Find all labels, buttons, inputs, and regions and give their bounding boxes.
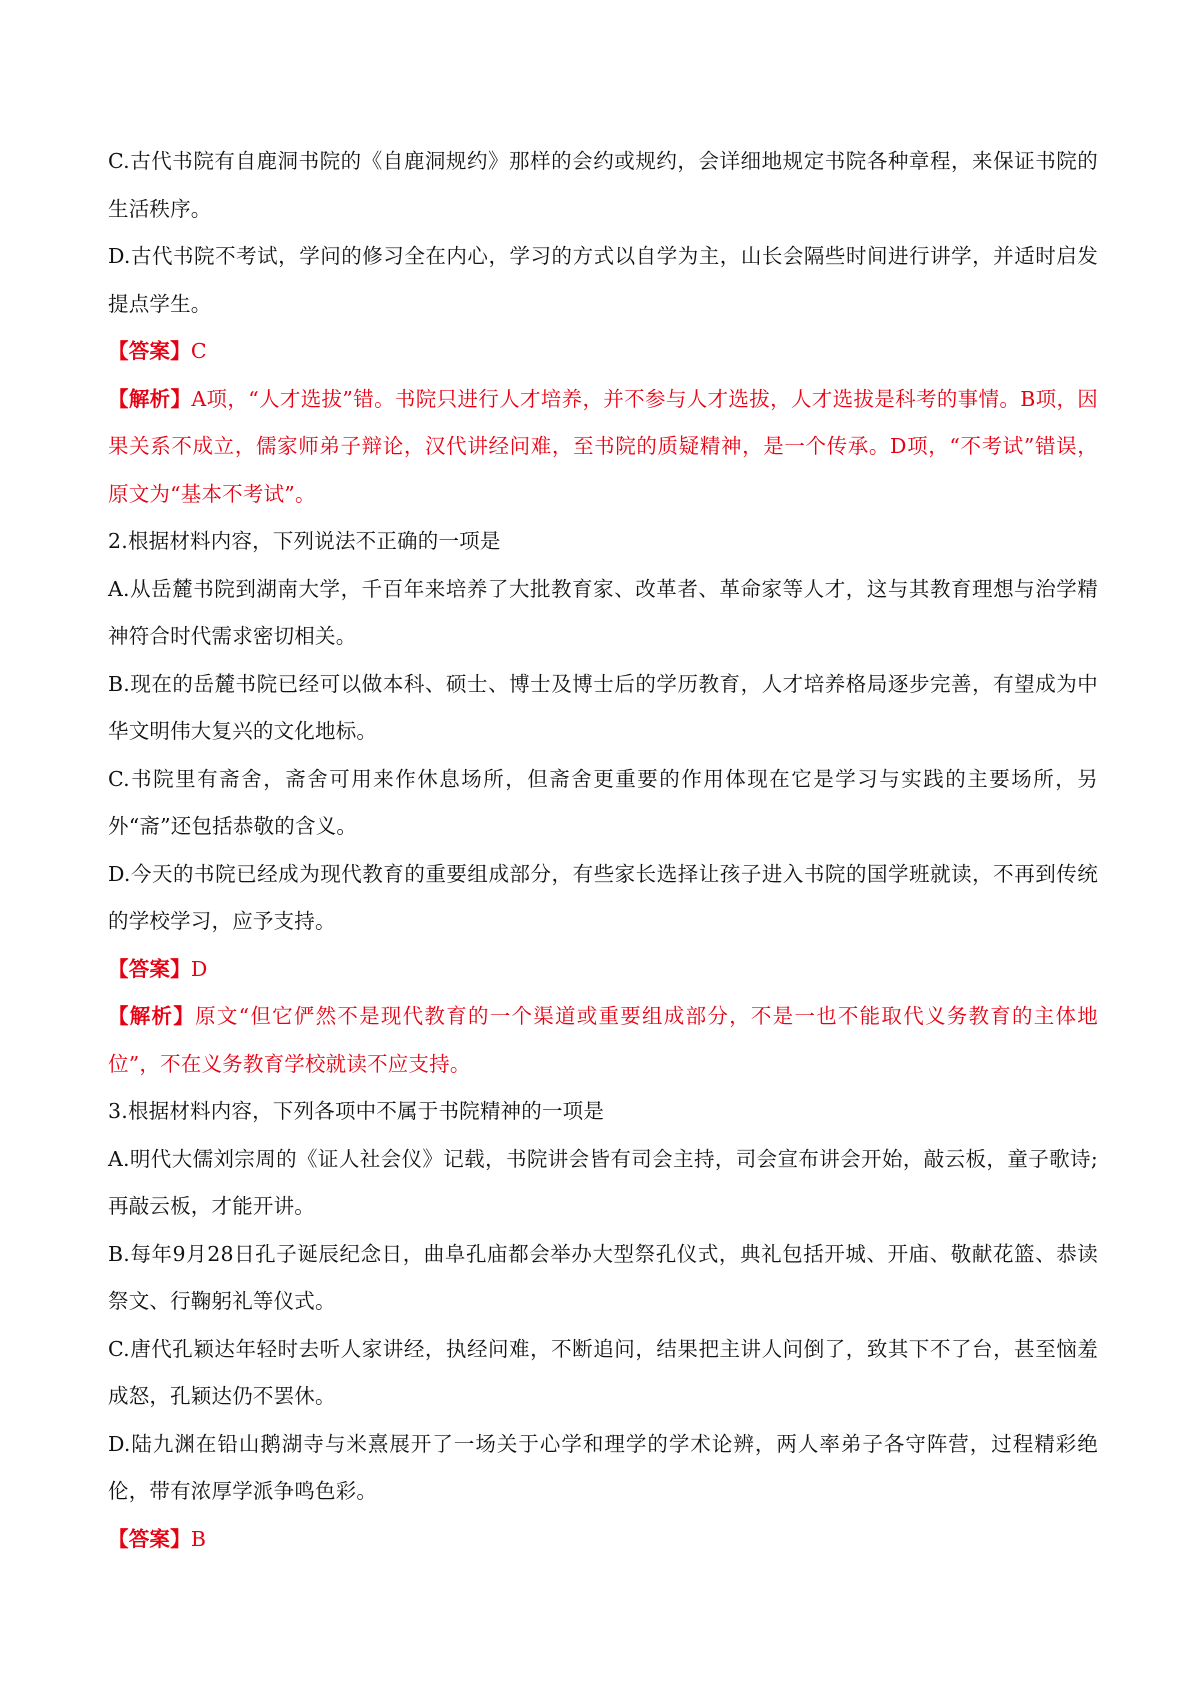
q2-option-c: C.书院里有斋舍，斋舍可用来作休息场所，但斋舍更重要的作用体现在它是学习与实践的主要场所，另外“斋”还包括恭敬的含义。 (108, 766, 1098, 838)
analysis-text: 原文“但它俨然不是现代教育的一个渠道或重要组成部分，不是一也不能取代义务教育的主体地位”，不在义务教育学校就读不应支持。 (108, 1004, 1098, 1076)
q2-option-b: B.现在的岳麓书院已经可以做本科、硕士、博士及博士后的学历教育，人才培养格局逐步完善，有望成为中华文明伟大复兴的文化地标。 (108, 671, 1098, 743)
q2-answer (108, 946, 1098, 994)
q3-option-d: D.陆九渊在铅山鹅湖寺与米熹展开了一场关于心学和理学的学术论辨，两人率弟子各守阵营，过程精彩绝伦，带有浓厚学派争鸣色彩。 (108, 1431, 1098, 1503)
q2-option-a: A.从岳麓书院到湖南大学，千百年来培养了大批教育家、改革者、革命家等人才，这与其教育理想与治学精神符合时代需求密切相关。 (108, 576, 1098, 648)
q3-stem: 3.根据材料内容，下列各项中不属于书院精神的一项是 (108, 1099, 605, 1123)
q2-option-d: D.今天的书院已经成为现代教育的重要组成部分，有些家长选择让孩子进入书院的国学班就读，不再到传统的学校学习，应予支持。 (108, 861, 1098, 933)
q3-answer (108, 1516, 1098, 1564)
analysis-text: A项，“人才选拔”错。书院只进行人才培养，并不参与人才选拔，人才选拔是科考的事情。B项，因果关系不成立，儒家师弟子辩论，汉代讲经问难，至书院的质疑精神，是一个传承。D项，“不考试”错误，原文为“基本不考试”。 (108, 386, 1098, 506)
q1-option-d: D.古代书院不考试，学问的修习全在内心，学习的方式以自学为主，山长会隔些时间进行讲学，并适时启发提点学生。 (108, 244, 1098, 316)
q1-analysis (108, 376, 1098, 519)
answer-label: 【答案】 (108, 956, 191, 981)
q1-option-c: C.古代书院有自鹿洞书院的《自鹿洞规约》那样的会约或规约，会详细地规定书院各种章程，来保证书院的生活秩序。 (108, 149, 1098, 221)
answer-value: B (190, 1526, 207, 1551)
document-page (108, 138, 1098, 1563)
q2-analysis (108, 993, 1098, 1088)
q2-stem: 2.根据材料内容，下列说法不正确的一项是 (108, 529, 501, 553)
analysis-label: 【解析】 (108, 386, 192, 411)
answer-value: C (190, 339, 207, 363)
q1-answer (108, 328, 1098, 376)
analysis-label: 【解析】 (108, 1004, 196, 1028)
answer-label: 【答案】 (108, 1526, 191, 1551)
answer-value: D (190, 956, 208, 981)
q3-option-b: B.每年9月28日孔子诞辰纪念日，曲阜孔庙都会举办大型祭孔仪式，典礼包括开城、开庙、敬献花篮、恭读祭文、行鞠躬礼等仪式。 (108, 1241, 1098, 1313)
answer-label: 【答案】 (108, 339, 191, 363)
q3-option-c: C.唐代孔颖达年轻时去听人家讲经，执经问难，不断追问，结果把主讲人问倒了，致其下不了台，甚至恼羞成怒，孔颖达仍不罢休。 (108, 1336, 1098, 1408)
q3-option-a: A.明代大儒刘宗周的《证人社会仪》记载，书院讲会皆有司会主持，司会宣布讲会开始，敲云板，童子歌诗;再敲云板，才能开讲。 (108, 1146, 1098, 1218)
